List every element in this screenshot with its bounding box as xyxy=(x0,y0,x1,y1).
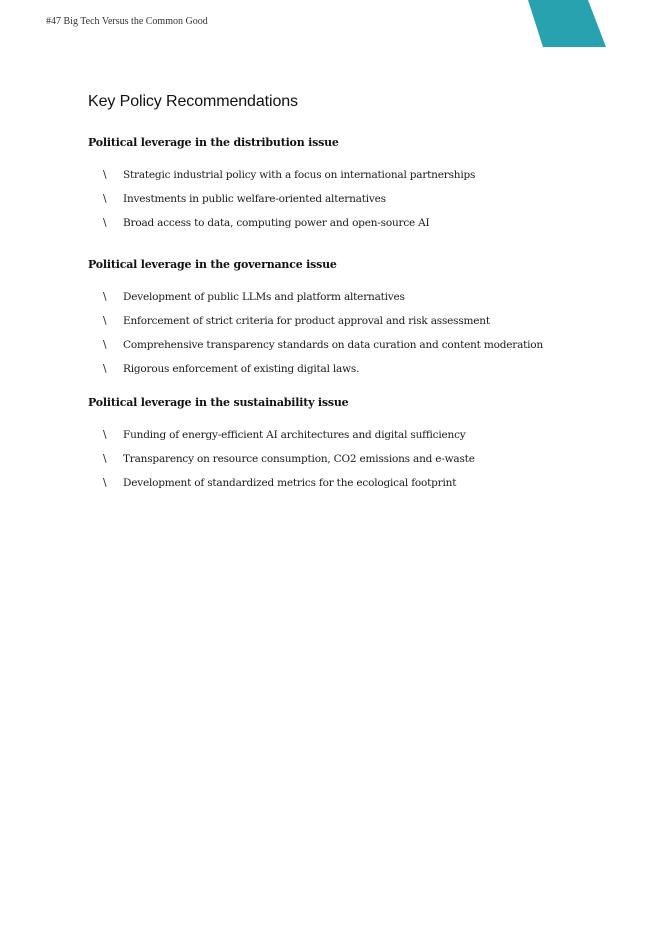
list-item xyxy=(88,167,608,191)
list-item-text: Rigorous enforcement of existing digital laws. xyxy=(123,363,360,375)
list-item-text: Funding of energy-efficient AI architectures and digital sufficiency xyxy=(123,429,466,441)
backslash-bullet-icon: \ xyxy=(103,477,107,489)
list-item xyxy=(88,313,608,337)
list-item xyxy=(88,361,608,385)
list-item xyxy=(88,289,608,313)
list-item xyxy=(88,427,608,451)
running-header: #47 Big Tech Versus the Common Good xyxy=(46,16,208,27)
backslash-bullet-icon: \ xyxy=(103,217,107,229)
section-heading: Political leverage in the distribution issue xyxy=(88,136,339,149)
backslash-bullet-icon: \ xyxy=(103,339,107,351)
section-heading: Political leverage in the sustainability issue xyxy=(88,396,349,409)
section-distribution xyxy=(88,136,608,239)
bullet-list xyxy=(88,167,608,239)
corner-accent-polygon xyxy=(528,0,606,47)
backslash-bullet-icon: \ xyxy=(103,363,107,375)
backslash-bullet-icon: \ xyxy=(103,315,107,327)
list-item-text: Development of public LLMs and platform alternatives xyxy=(123,291,405,303)
backslash-bullet-icon: \ xyxy=(103,291,107,303)
section-governance xyxy=(88,258,608,385)
backslash-bullet-icon: \ xyxy=(103,169,107,181)
backslash-bullet-icon: \ xyxy=(103,193,107,205)
page-content xyxy=(88,93,608,518)
corner-accent-shape xyxy=(528,0,606,47)
list-item-text: Broad access to data, computing power and open-source AI xyxy=(123,217,430,229)
list-item-text: Transparency on resource consumption, CO2 emissions and e-waste xyxy=(123,453,475,465)
list-item-text: Development of standardized metrics for the ecological footprint xyxy=(123,477,457,489)
list-item xyxy=(88,451,608,475)
bullet-list xyxy=(88,289,608,385)
list-item xyxy=(88,191,608,215)
section-heading: Political leverage in the governance issue xyxy=(88,258,337,271)
list-item-text: Strategic industrial policy with a focus on international partnerships xyxy=(123,169,476,181)
list-item-text: Investments in public welfare-oriented alternatives xyxy=(123,193,386,205)
section-sustainability xyxy=(88,396,608,499)
backslash-bullet-icon: \ xyxy=(103,453,107,465)
list-item xyxy=(88,215,608,239)
list-item-text: Comprehensive transparency standards on data curation and content moderation xyxy=(123,339,543,351)
list-item xyxy=(88,475,608,499)
list-item xyxy=(88,337,608,361)
bullet-list xyxy=(88,427,608,499)
page-title: Key Policy Recommendations xyxy=(88,93,298,110)
list-item-text: Enforcement of strict criteria for product approval and risk assessment xyxy=(123,315,490,327)
backslash-bullet-icon: \ xyxy=(103,429,107,441)
